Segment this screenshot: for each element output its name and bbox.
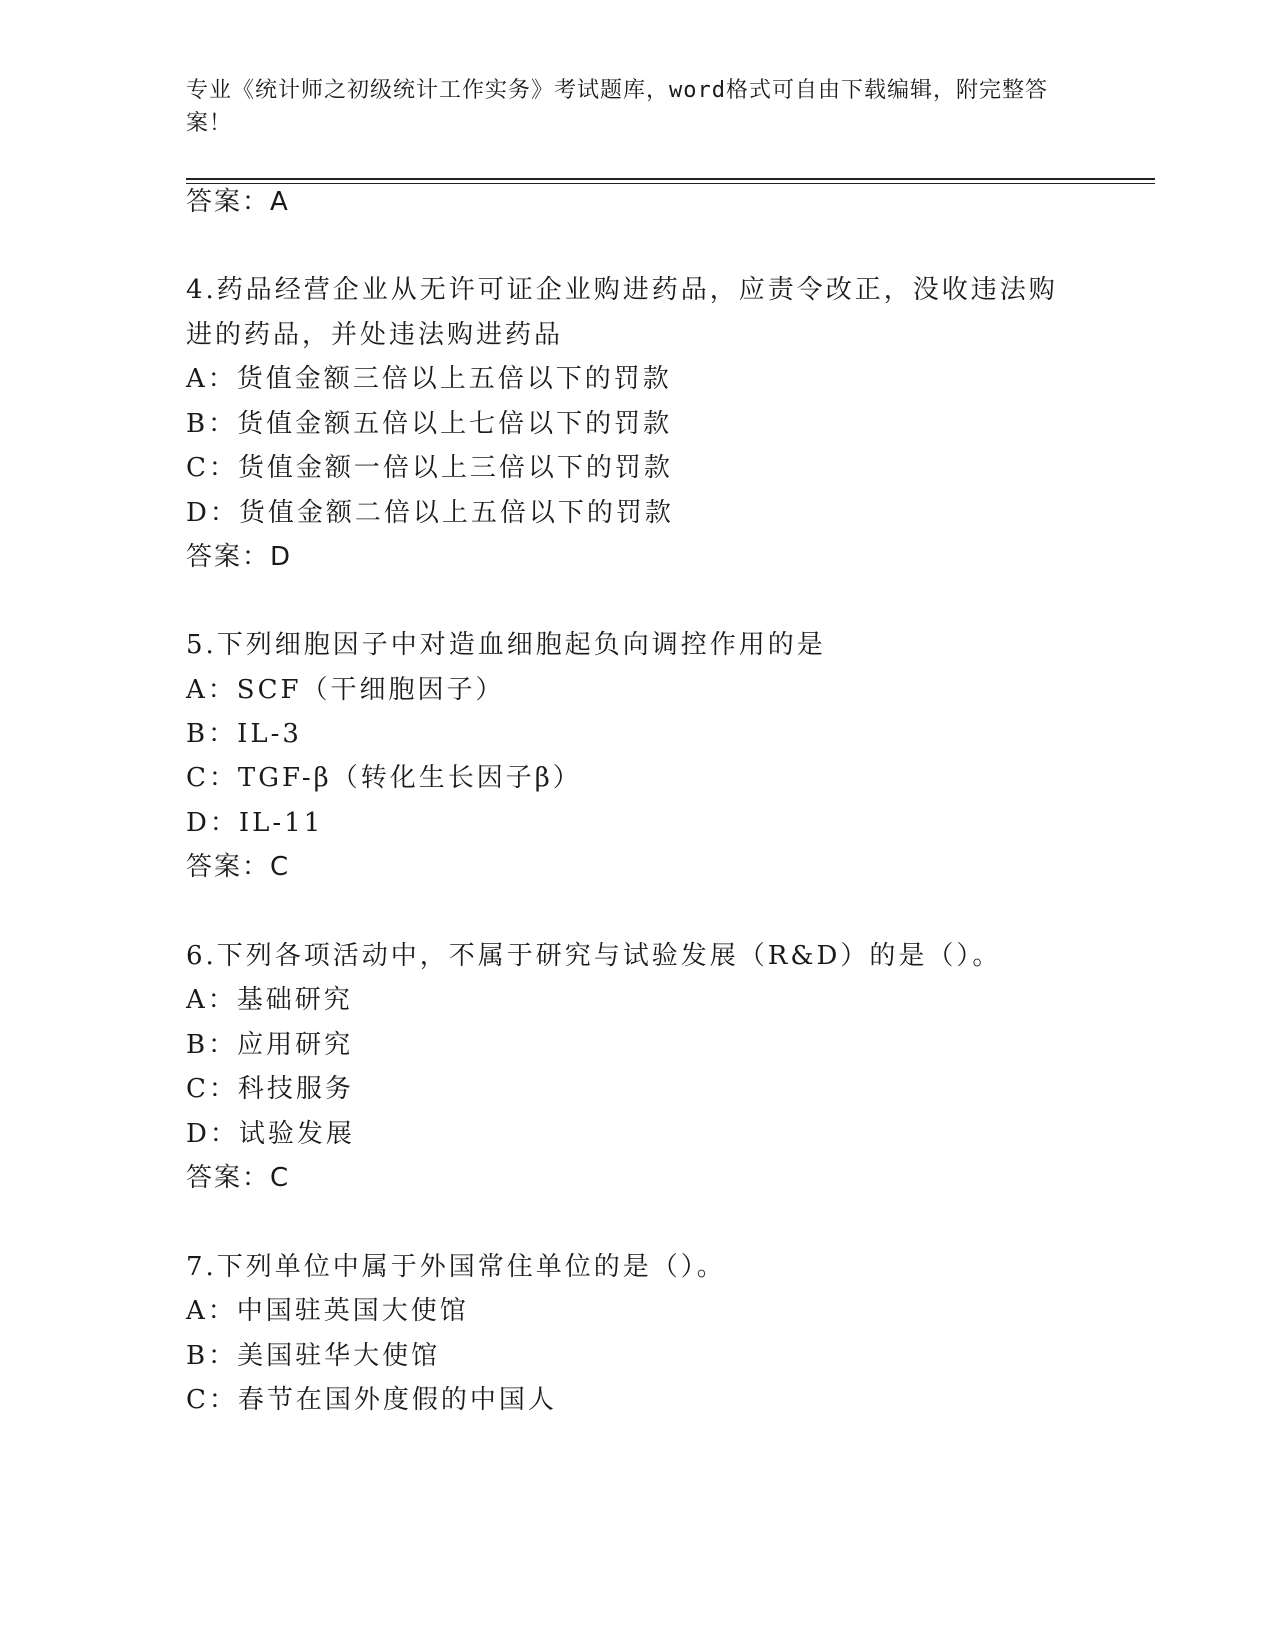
question-4-answer: 答案：D — [186, 542, 293, 572]
question-5-option-a: A：SCF（干细胞因子） — [186, 675, 505, 705]
question-5-stem: 5.下列细胞因子中对造血细胞起负向调控作用的是 — [186, 630, 826, 660]
question-7-option-b: B：美国驻华大使馆 — [186, 1341, 441, 1371]
header-divider-thin — [186, 183, 1155, 184]
answer-previous: 答案：A — [186, 187, 290, 217]
question-4-stem-line-2: 进的药品，并处违法购进药品 — [186, 320, 564, 350]
question-4-stem-line-1: 4.药品经营企业从无许可证企业购进药品，应责令改正，没收违法购 — [186, 275, 1058, 305]
question-7-stem: 7.下列单位中属于外国常住单位的是（）。 — [186, 1252, 726, 1282]
question-4-option-b: B：货值金额五倍以上七倍以下的罚款 — [186, 409, 673, 439]
question-4-option-c: C：货值金额一倍以上三倍以下的罚款 — [186, 453, 673, 483]
question-4-option-d: D：货值金额二倍以上五倍以下的罚款 — [186, 498, 674, 528]
question-4-option-a: A：货值金额三倍以上五倍以下的罚款 — [186, 364, 672, 394]
question-6-option-d: D：试验发展 — [186, 1119, 355, 1149]
question-6-option-a: A：基础研究 — [186, 985, 353, 1015]
question-5-option-d: D：IL-11 — [186, 808, 324, 838]
header-divider — [186, 178, 1155, 180]
question-7-option-c: C：春节在国外度假的中国人 — [186, 1385, 557, 1415]
question-6-option-c: C：科技服务 — [186, 1074, 354, 1104]
document-header: 专业《统计师之初级统计工作实务》考试题库，word格式可自由下载编辑，附完整答案！ — [186, 78, 1048, 136]
question-7-option-a: A：中国驻英国大使馆 — [186, 1296, 469, 1326]
question-6-stem: 6.下列各项活动中，不属于研究与试验发展（R&D）的是（）。 — [186, 941, 1002, 971]
question-6-option-b: B：应用研究 — [186, 1030, 354, 1060]
question-5-answer: 答案：C — [186, 852, 291, 882]
question-5-option-c: C：TGF-β（转化生长因子β） — [186, 763, 582, 793]
question-5-option-b: B：IL-3 — [186, 719, 302, 749]
question-6-answer: 答案：C — [186, 1163, 291, 1193]
